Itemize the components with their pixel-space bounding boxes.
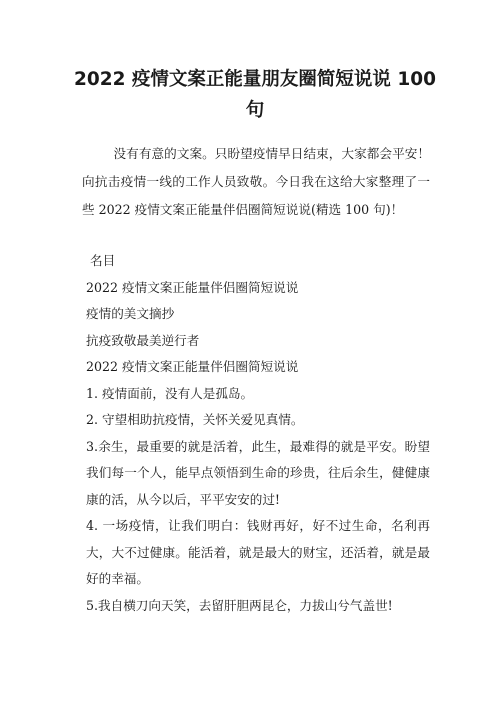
quote-item: 2. 守望相助抗疫情，关怀关爱见真情。 bbox=[86, 412, 304, 427]
document-title: 2022 疫情文案正能量朋友圈简短说说 100 句 bbox=[74, 69, 436, 121]
toc-entry: 2022 疫情文案正能量伴侣圈简短说说 bbox=[86, 279, 299, 295]
toc-entry: 疫情的美文摘抄 bbox=[86, 306, 175, 321]
table-of-contents bbox=[86, 248, 430, 381]
quote-item: 3.余生，最重要的就是活着，此生，最难得的就是平安。盼望我们每一个人，能早点领悟到生命的珍贵，往后余生，健健康康的活，从今以后，平平安安的过! bbox=[86, 438, 430, 507]
quote-item: 4. 一场疫情，让我们明白：钱财再好，好不过生命，名利再大，大不过健康。能活着，就是最大的财宝，还活着，就是最好的幸福。 bbox=[86, 518, 430, 586]
toc-entry: 2022 疫情文案正能量伴侣圈简短说说 bbox=[86, 359, 299, 374]
quote-item: 5.我自横刀向天笑，去留肝胆两昆仑，力拔山兮气盖世! bbox=[86, 597, 393, 613]
intro-section bbox=[82, 140, 430, 224]
quote-item: 1. 疫情面前，没有人是孤岛。 bbox=[86, 385, 254, 401]
quote-list bbox=[86, 381, 430, 620]
intro-paragraph: 没有有意的文案。只盼望疫情早日结束，大家都会平安！向抗击疫情一线的工作人员致敬。今日我在这给大家整理了一些 2022 疫情文案正能量伴侣圈简短说说(精选 100 句)！ bbox=[82, 146, 430, 217]
toc-entry: 抗疫致敬最美逆行者 bbox=[86, 332, 200, 348]
toc-heading: 名目 bbox=[90, 253, 116, 268]
